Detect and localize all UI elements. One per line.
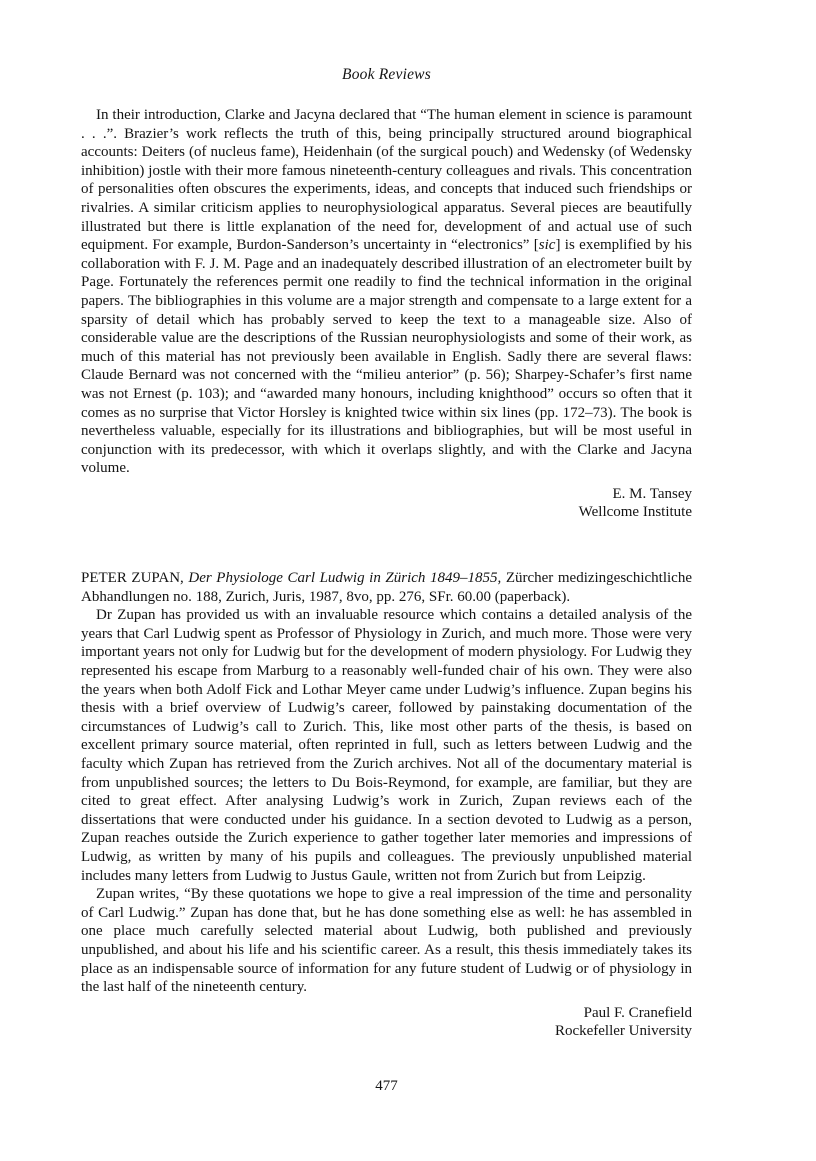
- text-column: [81, 0, 692, 1041]
- signature-block: [81, 485, 692, 522]
- review-paragraph: [81, 606, 692, 885]
- signature-block: [81, 1004, 692, 1041]
- text-segment: In their introduction, Clarke and Jacyna declared that “The human element in science is paramount . . .”. Brazier’s work reflects the truth of this, being principally structured around biographical accounts: Deiters (of nucleus fame), Heidenhain (of the surgical pouch) and Wedensky (of Wedensky inhibition) jostle with their more famous nineteenth-century colleagues and rivals. This concentration of personalities often obscures the experiments, ideas, and concepts that induced such friendships or rivalries. A similar criticism applies to neurophysiological apparatus. Several pieces are beautifully illustrated but there is little explanation of the need for, development of and actual use of such equipment. For example, Burdon-Sanderson’s uncertainty in “electronics” [: [81, 107, 692, 254]
- reviewer-affiliation: Rockefeller University: [554, 1023, 692, 1040]
- book-citation: [81, 569, 692, 606]
- text-segment: ] is exemplified by his collaboration with F. J. M. Page and an inadequately described illustration of an electrometer built by Page. Fortunately the references permit one readily to find the technical information in the original papers. The bibliographies in this volume are a major strength and compensate to a large extent for a sparsity of detail which has probably served to keep the text to a manageable size. Also of considerable value are the descriptions of the Russian neurophysiologists and some of their work, as much of this material has not previously been available in English. Sadly there are several flaws: Claude Bernard was not concerned with the “milieu anterior” (p. 56); Sharpey-Schafer’s first name was not Ernest (p. 103); and “awarded many honours, including knighthood” occurs so often that it comes as no surprise that Victor Horsley is knighted twice within six lines (pp. 172–73). The book is nevertheless valuable, especially for its illustrations and bibliographies, but will be most useful in conjunction with its predecessor, with which it overlaps slightly, and with the Clarke and Jacyna volume.: [81, 237, 692, 477]
- text-segment: Zupan writes, “By these quotations we hope to give a real impression of the time and personality of Carl Ludwig.” Zupan has done that, but he has done something else as well: he has assembled in one place much carefully selected material about Ludwig, both published and previously unpublished, and about his life and his scientific career. As a result, this thesis immediately takes its place as an indispensable source of information for any future student of Ludwig or of physiology in the last half of the nineteenth century.: [81, 886, 692, 996]
- reviewer-affiliation: Wellcome Institute: [578, 504, 692, 521]
- italic-text-segment: sic: [538, 237, 556, 254]
- page-number: 477: [375, 1078, 398, 1094]
- review-cranefield: [81, 569, 692, 1041]
- text-segment: Dr Zupan has provided us with an invaluable resource which contains a detailed analysis of the years that Carl Ludwig spent as Professor of Physiology in Zurich, and much more. Those were very important years not only for Ludwig but for the development of modern physiology. For Ludwig they represented his escape from Marburg to a reasonably well-funded chair of his own. They were also the years when both Adolf Fick and Lothar Meyer came under Ludwig’s influence. Zupan begins his thesis with a brief overview of Ludwig’s career, followed by painstaking documentation of the circumstances of Ludwig’s call to Zurich. This, like most other parts of the thesis, is based on excellent primary source material, often reprinted in full, such as letters between Ludwig and the faculty which Zupan has retrieved from the Zurich archives. Not all of the documentary material is from unpublished sources; the letters to Du Bois-Reymond, for example, are familiar, but they are cited to great effect. After analysing Ludwig’s work in Zurich, Zupan reviews each of the dissertations that were conducted under his guidance. In a section devoted to Ludwig as a person, Zupan reaches outside the Zurich experience to gather together later memories and impressions of Ludwig, as written by many of his pupils and colleagues. The previously unpublished material includes many letters from Ludwig to Justus Gaule, written not from Zurich but from Leipzig.: [81, 607, 692, 884]
- text-segment: Zürcher medizingeschichtliche Abhandlungen no. 188, Zurich, Juris, 1987, 8vo, pp. 276, SFr. 60.00 (paperback).: [81, 570, 692, 605]
- reviewer-name: Paul F. Cranefield: [583, 1004, 692, 1021]
- running-head: Book Reviews: [342, 66, 431, 83]
- review-paragraph: [81, 106, 692, 478]
- review-paragraph: [81, 885, 692, 997]
- reviewer-name: E. M. Tansey: [612, 485, 692, 502]
- italic-text-segment: Der Physiologe Carl Ludwig in Zürich 1849–1855,: [188, 570, 502, 587]
- text-segment: PETER ZUPAN,: [81, 570, 189, 587]
- review-tansey: [81, 106, 692, 522]
